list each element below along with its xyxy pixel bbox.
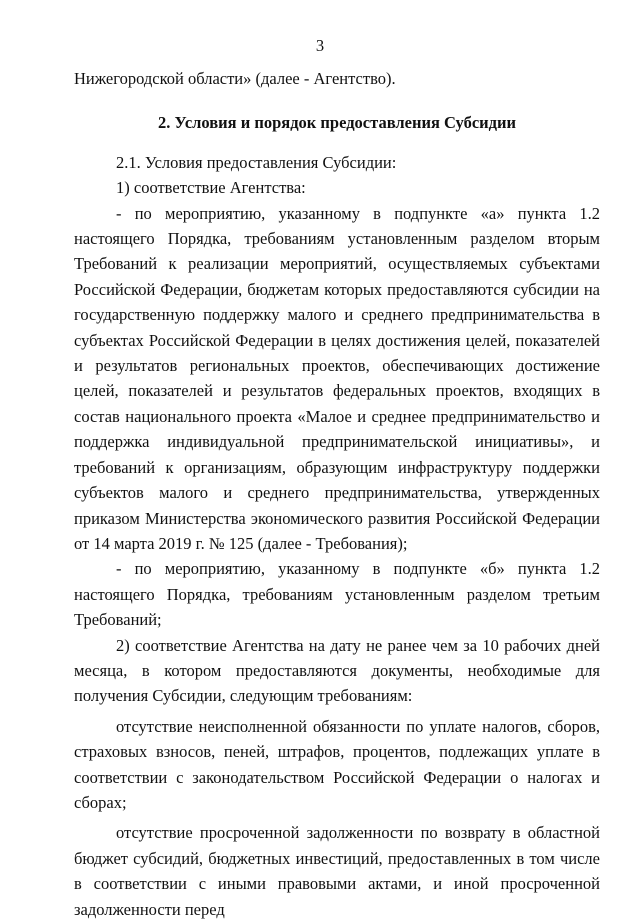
section-heading: 2. Условия и порядок предоставления Субсидии bbox=[157, 113, 517, 133]
page-content bbox=[74, 66, 600, 922]
intro-line: Нижегородской области» (далее - Агентство). bbox=[74, 69, 396, 88]
page-number: 3 bbox=[315, 36, 325, 55]
paragraph-no-overdue-debt: отсутствие просроченной задолженности по возврату в областной бюджет субсидий, бюджетных инвестиций, предоставленных в том числе в соответствии с иными правовыми актами, и иной просроченной задолженности перед bbox=[74, 823, 600, 919]
paragraph-no-tax-debt: отсутствие неисполненной обязанности по уплате налогов, сборов, страховых взносов, пеней, штрафов, процентов, подлежащих уплате в соответствии с законодательством Российской Федерации о налогах и сборах; bbox=[74, 716, 600, 812]
paragraph-item-2: 2) соответствие Агентства на дату не ранее чем за 10 рабочих дней месяца, в котором предоставляются документы, необходимые для получения Субсидии, следующим требованиям: bbox=[74, 635, 600, 706]
paragraph-item-1: 1) соответствие Агентства: bbox=[116, 178, 306, 198]
paragraph-2-1: 2.1. Условия предоставления Субсидии: bbox=[116, 152, 397, 172]
paragraph-measure-a: - по мероприятию, указанному в подпункте «а» пункта 1.2 настоящего Порядка, требованиям установленным разделом вторым Требований к реализации мероприятий, осуществляемых субъектами Российской Федерации, бюджетам которых предоставляются субсидии на государственную поддержку малого и среднего предпринимательства в субъектах Российской Федерации в целях достижения целей, показателей и результатов региональных проектов, обеспечивающих достижение целей, показателей и результатов федеральных проектов, входящих в состав национального проекта «Малое и среднее предпринимательство и поддержка индивидуальной предпринимательской инициативы», и требований к организациям, образующим инфраструктуру поддержки субъектов малого и среднего предпринимательства, утвержденных приказом Министерства экономического развития Российской Федерации от 14 марта 2019 г. № 125 (далее - Требования); bbox=[74, 203, 600, 553]
paragraph-measure-b: - по мероприятию, указанному в подпункте «б» пункта 1.2 настоящего Порядка, требованиям установленным разделом третьим Требований; bbox=[74, 559, 600, 630]
